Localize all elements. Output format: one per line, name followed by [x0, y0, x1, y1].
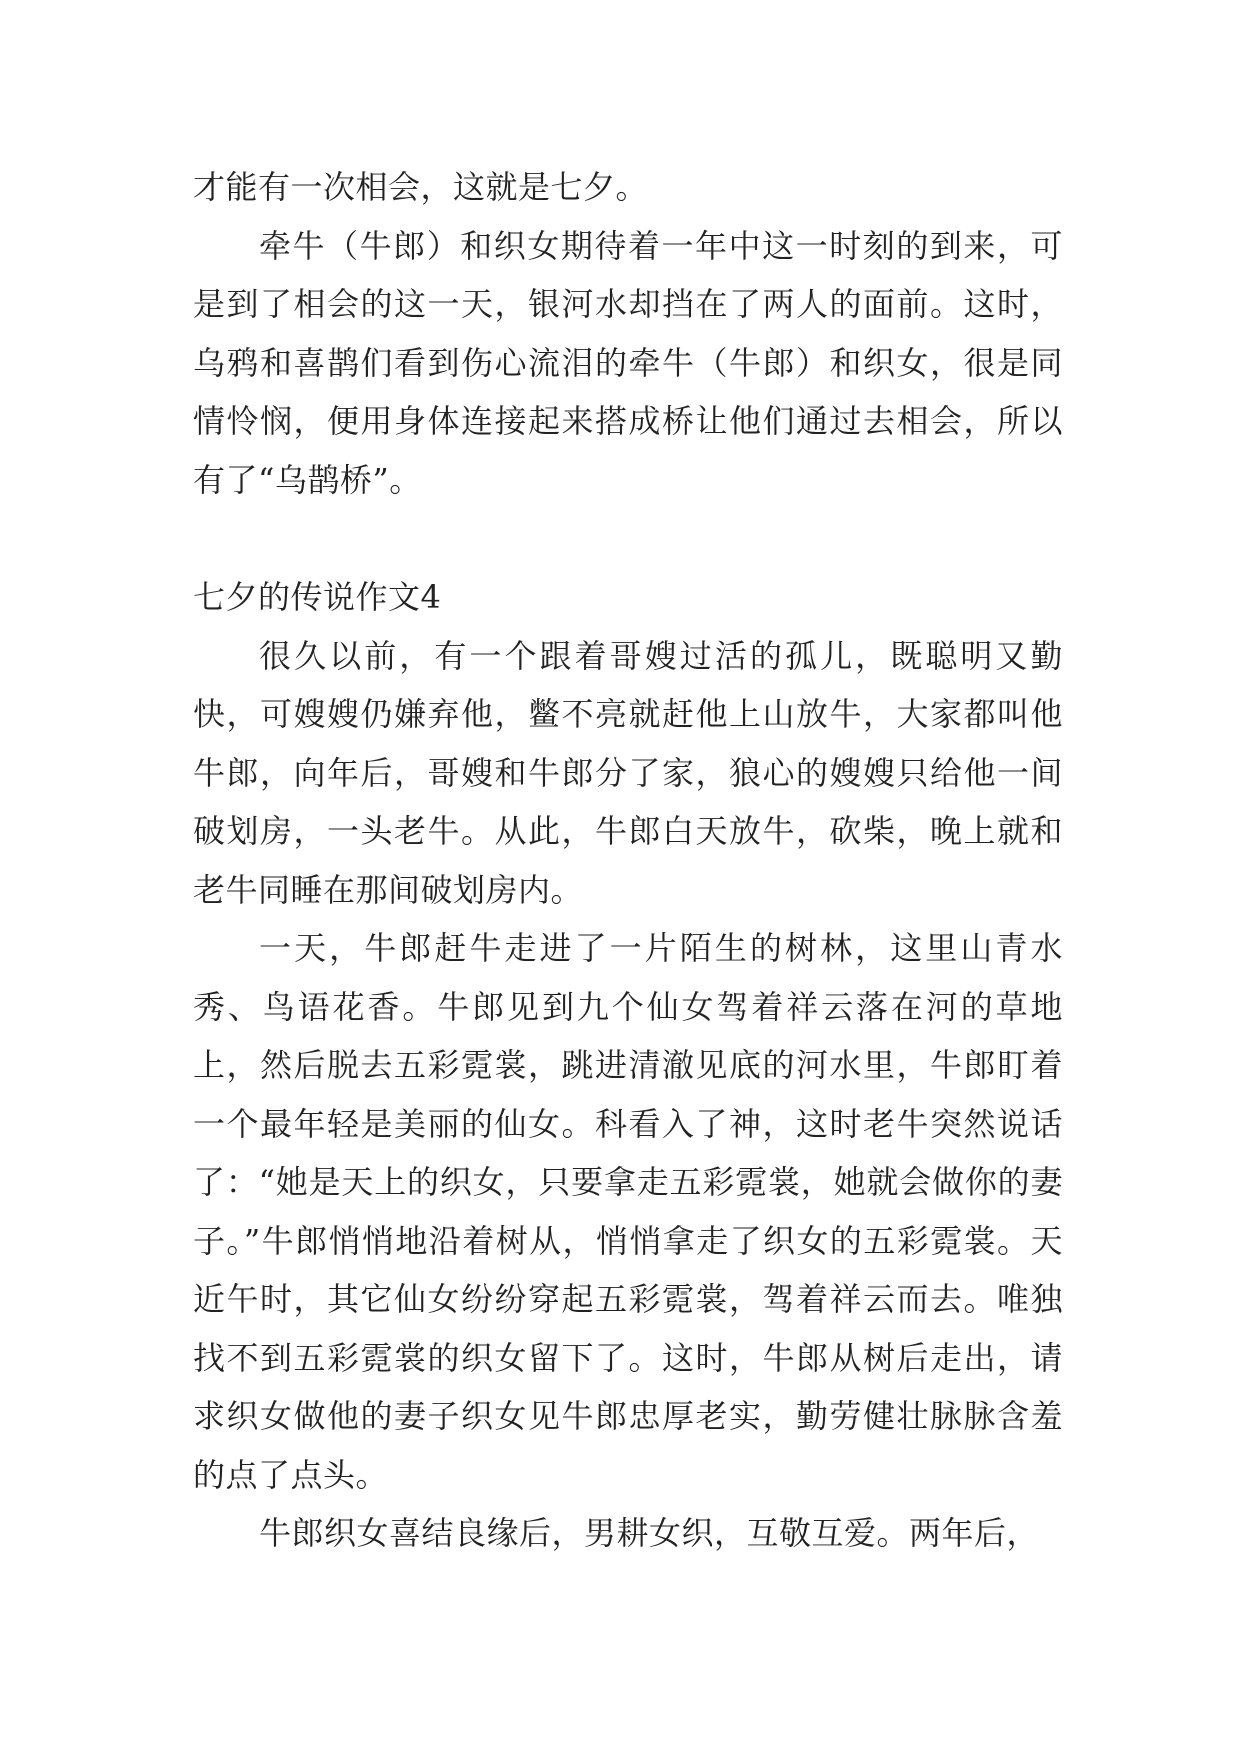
paragraph-magpie-bridge: 牵牛（牛郎）和织女期待着一年中这一时刻的到来，可是到了相会的这一天，银河水却挡在了两人的面前。这时，乌鸦和喜鹊们看到伤心流泪的牵牛（牛郎）和织女，很是同情怜悯，便用身体连接起来搭成桥让他们通过去相会，所以有了“乌鹊桥”。 [193, 226, 1063, 499]
document-body [193, 158, 1063, 1563]
paragraph-marriage: 牛郎织女喜结良缘后，男耕女织，互敬互爱。两年后， [259, 1514, 1040, 1552]
section-title: 七夕的传说作文4 [193, 578, 442, 616]
paragraph-fairy-meeting: 一天，牛郎赶牛走进了一片陌生的树林，这里山青水秀、鸟语花香。牛郎见到九个仙女驾着祥云落在河的草地上，然后脱去五彩霓裳，跳进清澈见底的河水里，牛郎盯着一个最年轻是美丽的仙女。科看入了神，这时老牛突然说话了：“她是天上的织女，只要拿走五彩霓裳，她就会做你的妻子。”牛郎悄悄地沿着树从，悄悄拿走了织女的五彩霓裳。天近午时，其它仙女纷纷穿起五彩霓裳，驾着祥云而去。唯独找不到五彩霓裳的织女留下了。这时，牛郎从树后走出，请求织女做他的妻子织女见牛郎忠厚老实，勤劳健壮脉脉含羞的点了点头。 [193, 929, 1063, 1494]
paragraph-continuation: 才能有一次相会，这就是七夕。 [193, 168, 649, 206]
paragraph-orphan-cowherd: 很久以前，有一个跟着哥嫂过活的孤儿，既聪明又勤快，可嫂嫂仍嫌弃他，鳖不亮就赶他上山放牛，大家都叫他牛郎，向年后，哥嫂和牛郎分了家，狼心的嫂嫂只给他一间破划房，一头老牛。从此，牛郎白天放牛，砍柴，晚上就和老牛同睡在那间破划房内。 [193, 636, 1063, 909]
